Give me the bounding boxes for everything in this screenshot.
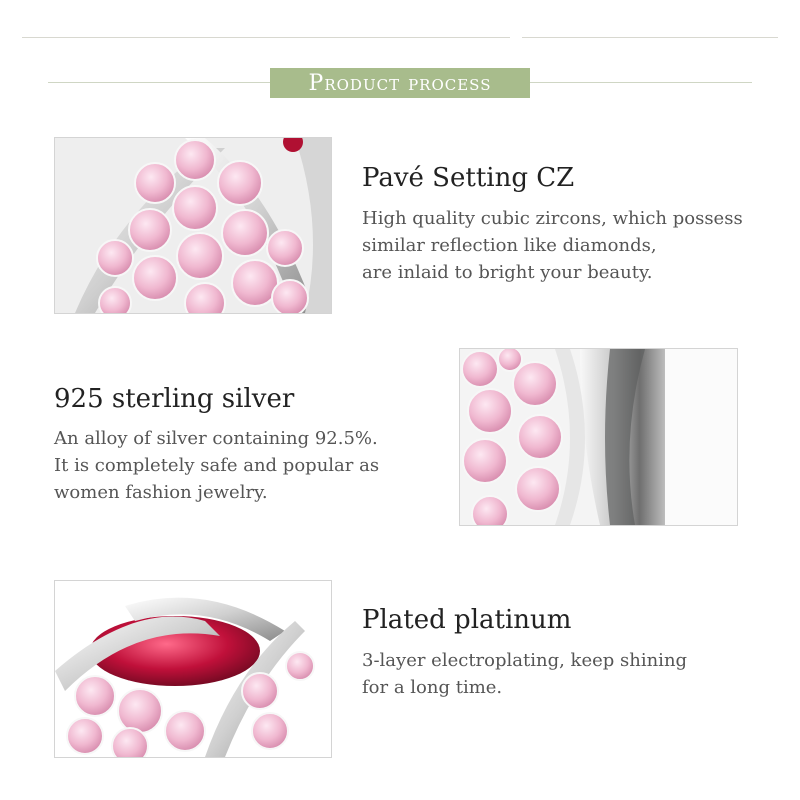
desc-line: similar reflection like diamonds,: [362, 235, 657, 256]
feature-desc-pave-setting: [362, 205, 743, 286]
top-divider-right: [522, 37, 778, 38]
desc-line: are inlaid to bright your beauty.: [362, 262, 653, 283]
feature-title-plated-platinum: Plated platinum: [362, 605, 572, 635]
pave-zircon-closeup-image: [55, 138, 331, 313]
feature-title-pave-setting: Pavé Setting CZ: [362, 163, 575, 193]
platinum-charm-closeup-image: [55, 581, 331, 757]
desc-line: It is completely safe and popular as: [54, 455, 380, 476]
feature-desc-plated-platinum: [362, 647, 687, 701]
banner-title: Product process: [308, 70, 492, 96]
feature-title-sterling-silver: 925 sterling silver: [54, 384, 295, 414]
section-divider-left: [48, 82, 270, 83]
plated-platinum-photo: [54, 580, 332, 758]
silver-band-closeup-image: [460, 349, 737, 525]
feature-desc-sterling-silver: [54, 425, 379, 506]
top-divider-left: [22, 37, 510, 38]
section-banner: [270, 68, 530, 98]
desc-line: 3-layer electroplating, keep shining: [362, 650, 688, 671]
desc-line: High quality cubic zircons, which possess: [362, 208, 743, 229]
pave-setting-photo: [54, 137, 332, 314]
desc-line: for a long time.: [362, 677, 503, 698]
section-divider-right: [530, 82, 752, 83]
desc-line: women fashion jewelry.: [54, 482, 268, 503]
desc-line: An alloy of silver containing 92.5%.: [54, 428, 378, 449]
sterling-silver-photo: [459, 348, 738, 526]
